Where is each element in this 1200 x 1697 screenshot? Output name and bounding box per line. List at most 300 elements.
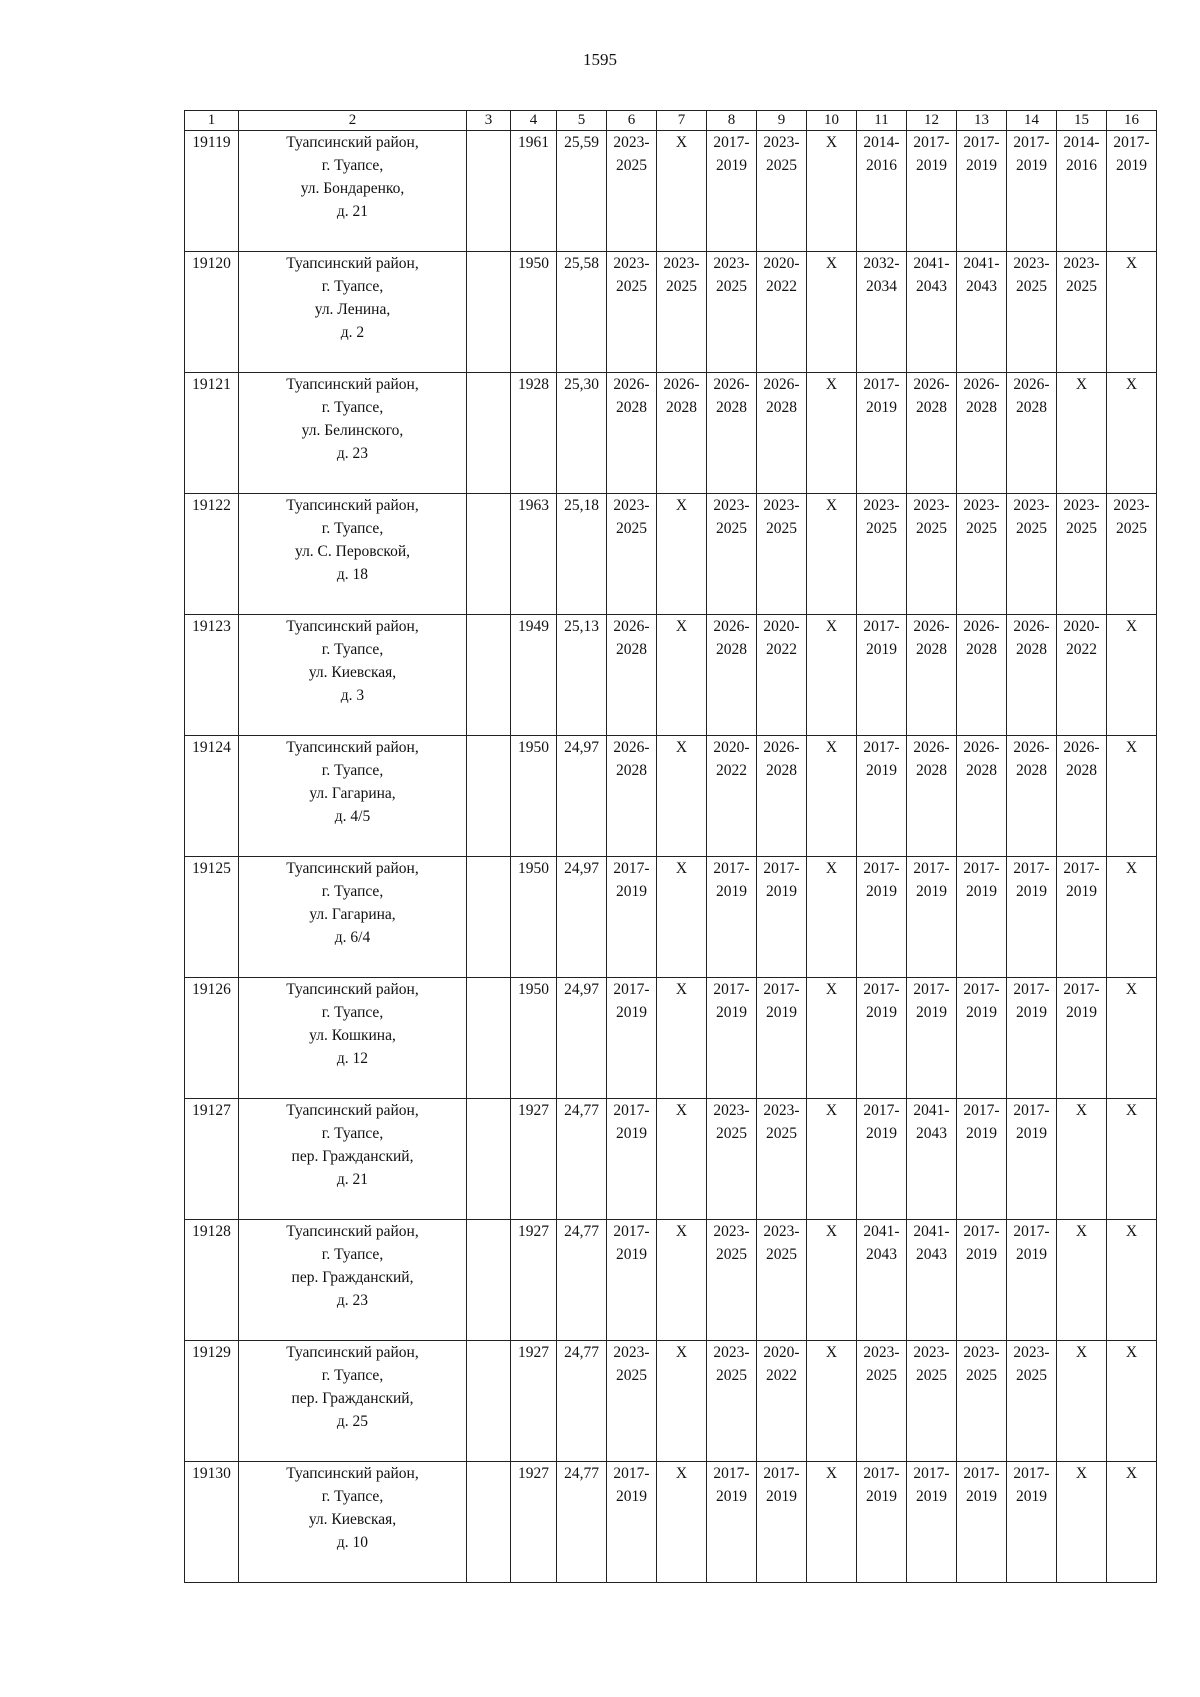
period-text: X xyxy=(675,1223,688,1240)
period-text: 2017- xyxy=(713,981,750,998)
period-text: 2028 xyxy=(616,762,647,779)
col3-cell xyxy=(467,373,511,494)
period-text: 2023- xyxy=(1013,255,1050,272)
period-cell-c7 xyxy=(657,1462,707,1583)
address-cell xyxy=(239,857,467,978)
address-line: д. 4/5 xyxy=(334,808,371,825)
period-text: 2019 xyxy=(916,883,947,900)
period-text: 2017- xyxy=(1013,1465,1050,1482)
period-text: 2022 xyxy=(1066,641,1097,658)
period-cell-c6 xyxy=(607,373,657,494)
address-line: г. Туапсе, xyxy=(321,157,384,174)
period-cell-c10 xyxy=(807,131,857,252)
period-cell-c10 xyxy=(807,1462,857,1583)
table-row xyxy=(185,1099,1157,1220)
period-cell-c14 xyxy=(1007,1462,1057,1583)
period-text: 2041- xyxy=(913,1223,950,1240)
col3-cell xyxy=(467,252,511,373)
period-cell-c15 xyxy=(1057,494,1107,615)
period-cell-c13 xyxy=(957,736,1007,857)
period-cell-c11 xyxy=(857,857,907,978)
period-cell-c8 xyxy=(707,736,757,857)
period-text: 2043 xyxy=(916,1246,947,1263)
period-text: 2019 xyxy=(616,1125,647,1142)
period-cell-c13 xyxy=(957,373,1007,494)
address-line: ул. Белинского, xyxy=(301,422,404,439)
column-header: 2 xyxy=(239,111,467,131)
period-cell-c8 xyxy=(707,252,757,373)
period-text: 2026- xyxy=(1013,618,1050,635)
address-line: ул. Бондаренко, xyxy=(300,180,405,197)
column-header: 4 xyxy=(511,111,557,131)
period-text: X xyxy=(1075,1223,1088,1240)
period-text: 2014- xyxy=(863,134,900,151)
period-text: X xyxy=(1125,739,1138,756)
period-text: X xyxy=(1075,1344,1088,1361)
period-text: 2020- xyxy=(1063,618,1100,635)
period-text: 2017- xyxy=(863,618,900,635)
period-cell-c7 xyxy=(657,736,707,857)
value-cell: 25,59 xyxy=(557,131,607,252)
address-line: д. 21 xyxy=(336,1171,369,1188)
period-text: 2023- xyxy=(1063,497,1100,514)
address-line: г. Туапсе, xyxy=(321,1125,384,1142)
address-line: Туапсинский район, xyxy=(286,860,419,877)
period-text: 2017- xyxy=(863,981,900,998)
period-text: 2017- xyxy=(863,860,900,877)
address-line: г. Туапсе, xyxy=(321,1004,384,1021)
period-cell-c6 xyxy=(607,1220,657,1341)
column-header: 11 xyxy=(857,111,907,131)
address-cell xyxy=(239,978,467,1099)
period-text: 2020- xyxy=(763,1344,800,1361)
period-text: 2028 xyxy=(966,641,997,658)
address-line: г. Туапсе, xyxy=(321,883,384,900)
table-row xyxy=(185,1462,1157,1583)
period-cell-c10 xyxy=(807,615,857,736)
period-cell-c16 xyxy=(1107,373,1157,494)
table-row xyxy=(185,1220,1157,1341)
period-text: 2041- xyxy=(863,1223,900,1240)
period-text: 2019 xyxy=(1016,1125,1047,1142)
period-cell-c16 xyxy=(1107,978,1157,1099)
period-text: 2023- xyxy=(913,497,950,514)
period-text: 2025 xyxy=(966,1367,997,1384)
period-text: 2019 xyxy=(766,883,797,900)
col3-cell xyxy=(467,131,511,252)
period-cell-c8 xyxy=(707,373,757,494)
period-cell-c6 xyxy=(607,252,657,373)
period-cell-c7 xyxy=(657,252,707,373)
period-text: 2028 xyxy=(916,399,947,416)
period-cell-c15 xyxy=(1057,857,1107,978)
column-header: 8 xyxy=(707,111,757,131)
row-number-cell: 19119 xyxy=(185,131,239,252)
period-text: 2022 xyxy=(716,762,747,779)
period-text: 2023- xyxy=(763,497,800,514)
address-line: д. 21 xyxy=(336,203,369,220)
col3-cell xyxy=(467,736,511,857)
period-cell-c14 xyxy=(1007,1341,1057,1462)
period-cell-c13 xyxy=(957,131,1007,252)
period-cell-c8 xyxy=(707,857,757,978)
period-text: 2028 xyxy=(716,399,747,416)
period-text: 2019 xyxy=(916,1488,947,1505)
period-text: 2017- xyxy=(913,1465,950,1482)
period-text: 2019 xyxy=(866,1488,897,1505)
period-text: 2028 xyxy=(1066,762,1097,779)
period-text: 2017- xyxy=(713,1465,750,1482)
period-cell-c7 xyxy=(657,131,707,252)
period-text: 2026- xyxy=(913,618,950,635)
period-cell-c12 xyxy=(907,1099,957,1220)
period-cell-c6 xyxy=(607,494,657,615)
period-text: X xyxy=(675,860,688,877)
period-cell-c15 xyxy=(1057,252,1107,373)
period-text: 2025 xyxy=(766,1125,797,1142)
period-text: 2026- xyxy=(1013,376,1050,393)
address-line: пер. Гражданский, xyxy=(291,1148,414,1165)
period-text: 2043 xyxy=(916,1125,947,1142)
value-cell: 24,77 xyxy=(557,1220,607,1341)
period-text: 2019 xyxy=(1066,1004,1097,1021)
period-cell-c15 xyxy=(1057,978,1107,1099)
period-text: 2017- xyxy=(613,1465,650,1482)
period-text: 2041- xyxy=(913,255,950,272)
period-text: 2028 xyxy=(616,399,647,416)
period-text: 2019 xyxy=(966,1004,997,1021)
column-header: 1 xyxy=(185,111,239,131)
address-line: г. Туапсе, xyxy=(321,278,384,295)
period-text: 2017- xyxy=(1013,860,1050,877)
period-text: 2019 xyxy=(716,157,747,174)
period-cell-c9 xyxy=(757,1099,807,1220)
period-text: 2019 xyxy=(616,1488,647,1505)
period-cell-c12 xyxy=(907,373,957,494)
column-header: 16 xyxy=(1107,111,1157,131)
value-cell: 25,58 xyxy=(557,252,607,373)
period-cell-c16 xyxy=(1107,1462,1157,1583)
period-text: 2023- xyxy=(1113,497,1150,514)
table-row xyxy=(185,736,1157,857)
period-text: X xyxy=(825,618,838,635)
period-text: 2023- xyxy=(913,1344,950,1361)
period-cell-c16 xyxy=(1107,252,1157,373)
period-cell-c10 xyxy=(807,736,857,857)
period-text: 2025 xyxy=(916,1367,947,1384)
period-text: 2028 xyxy=(966,762,997,779)
period-cell-c13 xyxy=(957,1462,1007,1583)
value-cell: 24,97 xyxy=(557,978,607,1099)
period-text: 2019 xyxy=(966,1246,997,1263)
period-text: X xyxy=(1125,1102,1138,1119)
address-cell xyxy=(239,615,467,736)
period-text: 2023- xyxy=(713,1102,750,1119)
table-row xyxy=(185,131,1157,252)
period-cell-c7 xyxy=(657,494,707,615)
build-year-cell: 1963 xyxy=(511,494,557,615)
address-line: ул. Ленина, xyxy=(314,301,391,318)
period-cell-c15 xyxy=(1057,736,1107,857)
period-cell-c10 xyxy=(807,1099,857,1220)
address-line: ул. Гагарина, xyxy=(309,906,396,923)
period-text: 2025 xyxy=(716,1367,747,1384)
col3-cell xyxy=(467,857,511,978)
period-cell-c11 xyxy=(857,494,907,615)
table-row xyxy=(185,252,1157,373)
address-line: д. 18 xyxy=(336,566,369,583)
period-text: 2019 xyxy=(966,1488,997,1505)
period-cell-c16 xyxy=(1107,131,1157,252)
period-text: 2019 xyxy=(766,1488,797,1505)
period-text: 2017- xyxy=(1113,134,1150,151)
col3-cell xyxy=(467,978,511,1099)
period-text: X xyxy=(825,981,838,998)
period-text: 2026- xyxy=(963,376,1000,393)
build-year-cell: 1927 xyxy=(511,1099,557,1220)
period-text: 2025 xyxy=(716,1125,747,1142)
period-text: 2025 xyxy=(616,520,647,537)
period-cell-c9 xyxy=(757,1220,807,1341)
value-cell: 25,30 xyxy=(557,373,607,494)
address-line: Туапсинский район, xyxy=(286,255,419,272)
period-cell-c13 xyxy=(957,1341,1007,1462)
period-text: 2025 xyxy=(616,278,647,295)
period-text: X xyxy=(675,134,688,151)
period-text: 2026- xyxy=(1063,739,1100,756)
period-cell-c12 xyxy=(907,1341,957,1462)
address-line: д. 10 xyxy=(336,1534,369,1551)
period-text: 2020- xyxy=(713,739,750,756)
period-text: 2028 xyxy=(916,762,947,779)
period-cell-c15 xyxy=(1057,1462,1107,1583)
address-line: Туапсинский район, xyxy=(286,618,419,635)
period-cell-c14 xyxy=(1007,736,1057,857)
period-text: 2028 xyxy=(1016,641,1047,658)
period-text: 2019 xyxy=(1016,1488,1047,1505)
period-text: 2028 xyxy=(966,399,997,416)
period-text: X xyxy=(825,739,838,756)
period-text: 2017- xyxy=(913,134,950,151)
period-text: 2025 xyxy=(866,1367,897,1384)
address-line: ул. Киевская, xyxy=(308,1511,397,1528)
address-line: ул. Кошкина, xyxy=(309,1027,396,1044)
period-text: 2026- xyxy=(963,618,1000,635)
address-cell xyxy=(239,494,467,615)
address-line: д. 25 xyxy=(336,1413,369,1430)
period-text: 2017- xyxy=(863,376,900,393)
period-cell-c8 xyxy=(707,615,757,736)
period-cell-c7 xyxy=(657,857,707,978)
period-text: 2017- xyxy=(763,981,800,998)
period-text: X xyxy=(675,618,688,635)
period-text: 2019 xyxy=(866,762,897,779)
period-cell-c9 xyxy=(757,857,807,978)
period-text: 2023- xyxy=(963,497,1000,514)
period-cell-c8 xyxy=(707,1341,757,1462)
period-cell-c10 xyxy=(807,373,857,494)
period-text: 2025 xyxy=(966,520,997,537)
period-text: 2017- xyxy=(1013,1223,1050,1240)
period-text: 2017- xyxy=(713,134,750,151)
address-line: ул. Гагарина, xyxy=(309,785,396,802)
period-cell-c14 xyxy=(1007,857,1057,978)
build-year-cell: 1950 xyxy=(511,978,557,1099)
page-number: 1595 xyxy=(583,50,617,69)
period-text: X xyxy=(1075,1102,1088,1119)
period-text: X xyxy=(825,1223,838,1240)
period-cell-c9 xyxy=(757,615,807,736)
address-line: ул. Киевская, xyxy=(308,664,397,681)
period-text: 2023- xyxy=(613,1344,650,1361)
period-text: 2028 xyxy=(716,641,747,658)
table-row xyxy=(185,857,1157,978)
period-text: 2025 xyxy=(1116,520,1147,537)
address-line: Туапсинский район, xyxy=(286,1344,419,1361)
address-line: г. Туапсе, xyxy=(321,641,384,658)
period-text: 2028 xyxy=(916,641,947,658)
period-text: 2025 xyxy=(1066,520,1097,537)
period-cell-c9 xyxy=(757,1462,807,1583)
period-text: X xyxy=(1125,1344,1138,1361)
value-cell: 24,97 xyxy=(557,857,607,978)
period-cell-c13 xyxy=(957,1099,1007,1220)
period-text: 2026- xyxy=(913,739,950,756)
period-cell-c12 xyxy=(907,131,957,252)
address-line: г. Туапсе, xyxy=(321,762,384,779)
period-cell-c12 xyxy=(907,857,957,978)
period-cell-c6 xyxy=(607,1341,657,1462)
period-text: 2026- xyxy=(913,376,950,393)
period-cell-c6 xyxy=(607,978,657,1099)
period-cell-c16 xyxy=(1107,736,1157,857)
period-text: 2028 xyxy=(666,399,697,416)
table-row xyxy=(185,1341,1157,1462)
period-cell-c8 xyxy=(707,1220,757,1341)
period-text: 2026- xyxy=(613,739,650,756)
period-text: 2020- xyxy=(763,618,800,635)
period-cell-c11 xyxy=(857,736,907,857)
column-header: 12 xyxy=(907,111,957,131)
period-text: X xyxy=(675,497,688,514)
period-text: 2043 xyxy=(966,278,997,295)
row-number-cell: 19122 xyxy=(185,494,239,615)
period-cell-c14 xyxy=(1007,615,1057,736)
address-cell xyxy=(239,1099,467,1220)
period-cell-c15 xyxy=(1057,131,1107,252)
value-cell: 24,77 xyxy=(557,1341,607,1462)
period-text: X xyxy=(825,860,838,877)
row-number-cell: 19121 xyxy=(185,373,239,494)
registry-table xyxy=(184,110,1157,1583)
period-cell-c7 xyxy=(657,1341,707,1462)
period-text: 2019 xyxy=(1066,883,1097,900)
period-cell-c7 xyxy=(657,1099,707,1220)
column-header: 5 xyxy=(557,111,607,131)
row-number-cell: 19129 xyxy=(185,1341,239,1462)
col3-cell xyxy=(467,615,511,736)
period-cell-c9 xyxy=(757,131,807,252)
period-text: 2019 xyxy=(916,157,947,174)
period-cell-c13 xyxy=(957,857,1007,978)
address-line: пер. Гражданский, xyxy=(291,1390,414,1407)
period-text: 2026- xyxy=(613,376,650,393)
period-text: 2022 xyxy=(766,1367,797,1384)
address-line: г. Туапсе, xyxy=(321,1488,384,1505)
column-header: 10 xyxy=(807,111,857,131)
period-text: 2019 xyxy=(1116,157,1147,174)
build-year-cell: 1961 xyxy=(511,131,557,252)
period-cell-c8 xyxy=(707,978,757,1099)
period-cell-c16 xyxy=(1107,494,1157,615)
period-text: 2017- xyxy=(763,860,800,877)
period-text: 2041- xyxy=(913,1102,950,1119)
period-text: 2023- xyxy=(663,255,700,272)
period-text: 2017- xyxy=(713,860,750,877)
address-cell xyxy=(239,1462,467,1583)
period-text: 2025 xyxy=(1016,520,1047,537)
address-line: г. Туапсе, xyxy=(321,399,384,416)
period-cell-c12 xyxy=(907,252,957,373)
period-text: 2019 xyxy=(716,1004,747,1021)
build-year-cell: 1950 xyxy=(511,736,557,857)
address-line: пер. Гражданский, xyxy=(291,1269,414,1286)
period-text: X xyxy=(1125,618,1138,635)
period-text: X xyxy=(675,1465,688,1482)
period-cell-c7 xyxy=(657,373,707,494)
period-text: 2028 xyxy=(766,762,797,779)
period-text: 2032- xyxy=(863,255,900,272)
period-text: 2026- xyxy=(1013,739,1050,756)
period-cell-c6 xyxy=(607,857,657,978)
column-header: 13 xyxy=(957,111,1007,131)
period-cell-c14 xyxy=(1007,1220,1057,1341)
build-year-cell: 1950 xyxy=(511,857,557,978)
period-cell-c16 xyxy=(1107,1220,1157,1341)
row-number-cell: 19127 xyxy=(185,1099,239,1220)
period-cell-c8 xyxy=(707,1462,757,1583)
period-text: 2019 xyxy=(616,883,647,900)
period-text: 2023- xyxy=(963,1344,1000,1361)
period-text: 2017- xyxy=(1063,860,1100,877)
period-text: 2025 xyxy=(716,520,747,537)
period-cell-c13 xyxy=(957,615,1007,736)
period-cell-c10 xyxy=(807,494,857,615)
period-cell-c13 xyxy=(957,494,1007,615)
address-line: д. 6/4 xyxy=(334,929,371,946)
period-cell-c8 xyxy=(707,1099,757,1220)
period-cell-c12 xyxy=(907,1220,957,1341)
period-cell-c16 xyxy=(1107,1341,1157,1462)
period-text: X xyxy=(1075,376,1088,393)
period-text: X xyxy=(1125,255,1138,272)
period-cell-c15 xyxy=(1057,1099,1107,1220)
address-cell xyxy=(239,736,467,857)
period-cell-c7 xyxy=(657,978,707,1099)
row-number-cell: 19130 xyxy=(185,1462,239,1583)
period-text: X xyxy=(825,1344,838,1361)
period-cell-c12 xyxy=(907,615,957,736)
build-year-cell: 1927 xyxy=(511,1462,557,1583)
address-cell xyxy=(239,131,467,252)
period-text: 2023- xyxy=(713,1344,750,1361)
period-text: 2023- xyxy=(1013,497,1050,514)
period-cell-c13 xyxy=(957,252,1007,373)
address-line: д. 3 xyxy=(340,687,365,704)
period-cell-c7 xyxy=(657,1220,707,1341)
period-text: X xyxy=(1075,1465,1088,1482)
build-year-cell: 1950 xyxy=(511,252,557,373)
